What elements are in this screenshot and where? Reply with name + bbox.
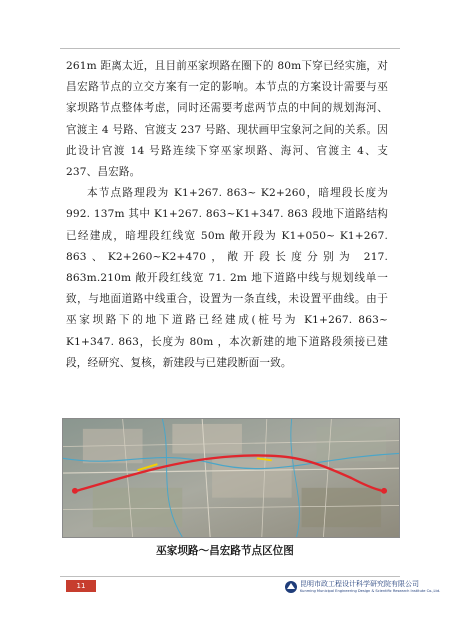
route-end-marker: [381, 488, 387, 494]
header-rule: [60, 48, 400, 49]
footer-rule: [60, 576, 400, 577]
org-name-en: Kunming Municipal Engineering Design & Scientific Research Institute Co.,Ltd.: [300, 589, 441, 593]
paragraph-2: 本节点路理段为 K1+267. 863~ K2+260，暗埋段长度为 992. 137m 其中 K1+267. 863~K1+347. 863 段地下道路结构已经建成，暗埋段红线宽 50m 敞开段为 K1+050~ K1+267. 863、K2+260~K2+470，敞开段长度分别为 217. 863m.210m 敞开段红线宽 71. 2m 地下道路中线与规划线单一致，与地面道路中线重合，设置为一条直线，未设置平曲线。由于巫家坝路下的地下道路已经建成(桩号为 K1+267. 863~ K1+347. 863，长度为 80m ，本次新建的地下道路段须接已建段，经研究、复核，新建段与已建段断面一致。: [66, 187, 388, 369]
org-logo-icon: [284, 580, 298, 594]
route-start-marker: [72, 488, 78, 494]
org-name-cn: 昆明市政工程设计科学研究院有限公司: [300, 580, 419, 588]
location-map-image: [62, 418, 400, 538]
page-number: 11: [66, 580, 96, 592]
paragraph-1: 261m 距离太近，且目前巫家坝路在圈下的 80m下穿已经实施，对昌宏路节点的立交方案有一定的影响。本节点的方案设计需要与巫家坝路节点整体考虑，同时还需要考虑两节点的中间的规划海河、官渡主 4 号路、官渡支 237 号路、现状画甲宝象河之间的关系。因此设计官渡 14 号路连续下穿巫家坝路、海河、官渡主 4、支 237、昌宏路。: [66, 60, 388, 179]
aerial-map-graphic: [63, 419, 399, 537]
figure-caption: 巫家坝路～昌宏路节点区位图: [156, 545, 294, 557]
body-text: [66, 56, 388, 374]
